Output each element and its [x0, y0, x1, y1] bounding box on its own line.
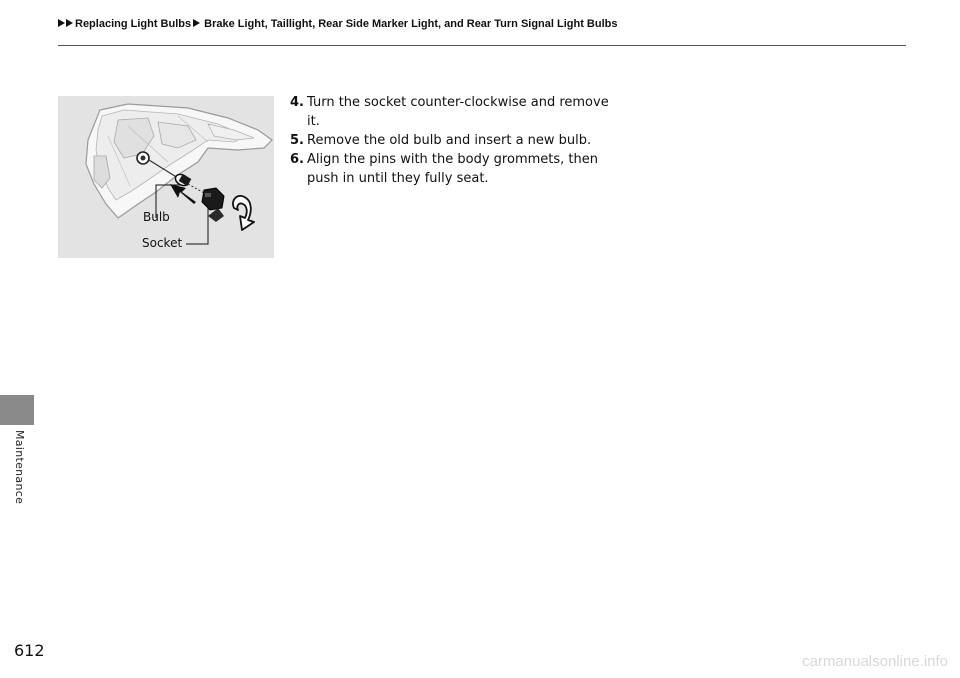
socket-callout-label: Socket [142, 236, 183, 250]
step-4 [290, 93, 620, 131]
socket-drawing [202, 188, 224, 222]
instruction-steps [290, 93, 620, 188]
breadcrumb [58, 18, 618, 30]
step-text: Remove the old bulb and insert a new bulb. [307, 133, 592, 148]
step-number: 6. [290, 152, 304, 167]
step-5 [290, 131, 620, 150]
header-divider [58, 45, 906, 46]
breadcrumb-current-page: Brake Light, Taillight, Rear Side Marker Light, and Rear Turn Signal Light Bulbs [204, 18, 618, 30]
breadcrumb-arrow-icon [58, 19, 65, 27]
step-text: Align the pins with the body grommets, then push in until they fully seat. [307, 152, 598, 186]
step-number: 5. [290, 133, 304, 148]
breadcrumb-link-replacing-light-bulbs[interactable]: Replacing Light Bulbs [75, 18, 192, 30]
section-label: Maintenance [13, 430, 26, 505]
breadcrumb-arrow-icon [66, 19, 73, 27]
section-tab-marker [0, 395, 34, 425]
breadcrumb-arrow-icon [193, 19, 200, 27]
watermark: carmanualsonline.info [802, 653, 948, 670]
step-number: 4. [290, 95, 304, 110]
bulb-replacement-illustration [58, 96, 274, 258]
taillight-assembly-drawing [58, 96, 274, 258]
page-number: 612 [14, 641, 45, 660]
step-text: Turn the socket counter-clockwise and remove it. [307, 95, 609, 129]
step-6 [290, 150, 620, 188]
bulb-callout-label: Bulb [143, 210, 170, 224]
